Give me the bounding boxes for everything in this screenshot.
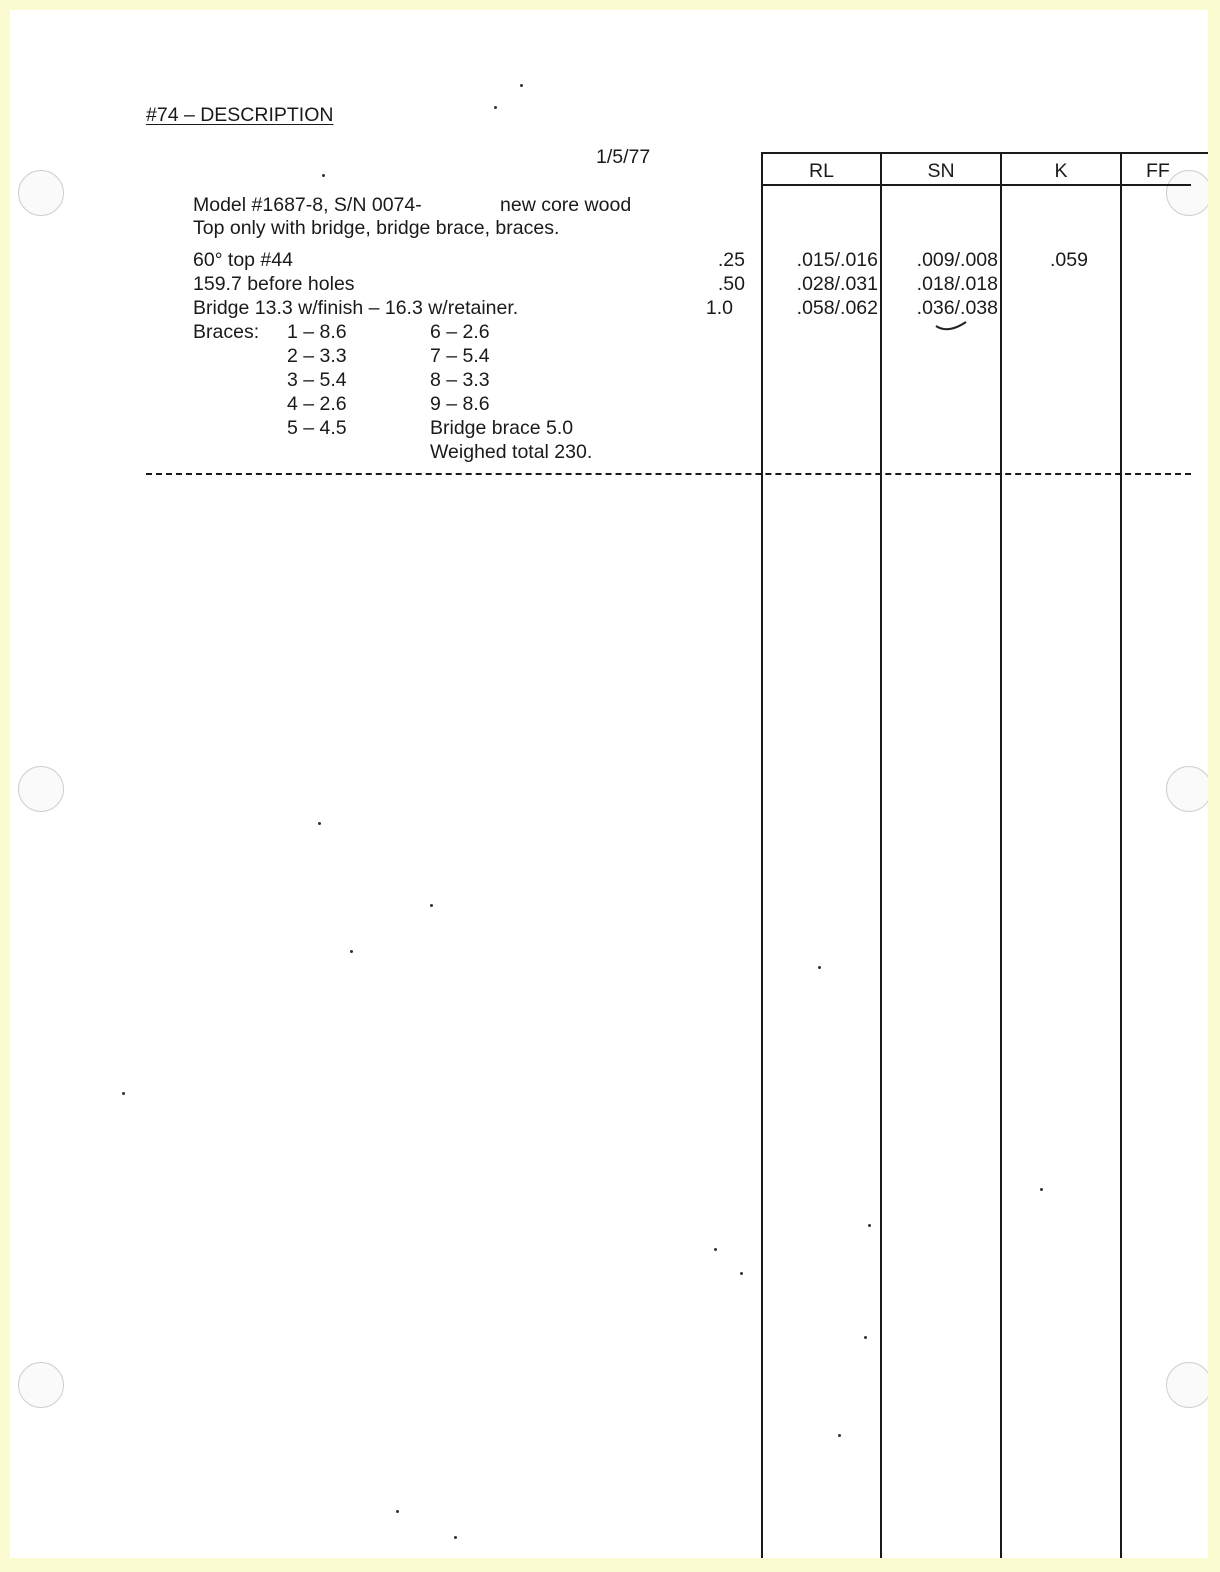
rl-value: .058/.062 — [796, 297, 878, 319]
scan-speck — [740, 1272, 743, 1275]
brace-item: 2 – 3.3 — [287, 345, 347, 367]
weighed-total: Weighed total 230. — [430, 441, 593, 463]
column-header-rl: RL — [809, 160, 834, 182]
punch-hole-left-bottom — [18, 1362, 64, 1408]
before-holes: 159.7 before holes — [193, 273, 355, 295]
brace-item: 9 – 8.6 — [430, 393, 490, 415]
column-divider-1 — [761, 152, 763, 1558]
check-mark — [934, 318, 970, 334]
scan-speck — [396, 1510, 399, 1513]
brace-item: 6 – 2.6 — [430, 321, 490, 343]
bridge-line: Bridge 13.3 w/finish – 16.3 w/retainer. — [193, 297, 519, 319]
column-header-ff: FF — [1146, 162, 1170, 182]
rl-value: .028/.031 — [796, 273, 878, 295]
brace-item: 1 – 8.6 — [287, 321, 347, 343]
braces-label: Braces: — [193, 321, 260, 343]
scan-speck — [350, 950, 353, 953]
scan-speck — [122, 1092, 125, 1095]
scan-speck — [322, 174, 325, 177]
scan-speck — [868, 1224, 871, 1227]
brace-item: 5 – 4.5 — [287, 417, 347, 439]
sn-value: .009/.008 — [916, 249, 998, 271]
core-note: new core wood — [500, 194, 632, 216]
column-divider-2 — [880, 152, 882, 1558]
sn-value: .018/.018 — [916, 273, 998, 295]
entry-date: 1/5/77 — [596, 146, 651, 168]
column-divider-4 — [1120, 152, 1122, 1558]
table-top-rule — [761, 152, 1208, 154]
scan-speck — [494, 106, 497, 109]
brace-item: 3 – 5.4 — [287, 369, 347, 391]
load-value: 1.0 — [705, 297, 733, 319]
top-spec: 60° top #44 — [193, 249, 293, 271]
column-header-sn: SN — [927, 160, 955, 182]
column-divider-3 — [1000, 152, 1002, 1558]
page-title: #74 – DESCRIPTION — [146, 104, 334, 126]
brace-item: 4 – 2.6 — [287, 393, 347, 415]
model-line: Model #1687-8, S/N 0074- — [193, 194, 422, 216]
brace-item: 8 – 3.3 — [430, 369, 490, 391]
punch-hole-left-middle — [18, 766, 64, 812]
scan-speck — [520, 84, 523, 87]
scan-speck — [714, 1248, 717, 1251]
document-page — [10, 10, 1208, 1558]
punch-hole-left-top — [18, 170, 64, 216]
scan-speck — [454, 1536, 457, 1539]
sn-value: .036/.038 — [916, 297, 998, 319]
load-value: .50 — [717, 273, 745, 295]
punch-hole-right-middle — [1166, 766, 1208, 812]
scan-speck — [430, 904, 433, 907]
scan-speck — [1040, 1188, 1043, 1191]
rl-value: .015/.016 — [796, 249, 878, 271]
brace-item: 7 – 5.4 — [430, 345, 490, 367]
bridge-brace-weight: Bridge brace 5.0 — [430, 417, 574, 439]
scan-speck — [838, 1434, 841, 1437]
scan-speck — [318, 822, 321, 825]
k-value: .059 — [1050, 249, 1088, 271]
top-line: Top only with bridge, bridge brace, braces. — [193, 217, 560, 239]
column-header-k: K — [1054, 160, 1068, 182]
scan-speck — [864, 1336, 867, 1339]
table-header-rule — [761, 184, 1191, 186]
scan-speck — [818, 966, 821, 969]
load-value: .25 — [717, 249, 745, 271]
punch-hole-right-bottom — [1166, 1362, 1208, 1408]
entry-separator — [146, 473, 1191, 475]
